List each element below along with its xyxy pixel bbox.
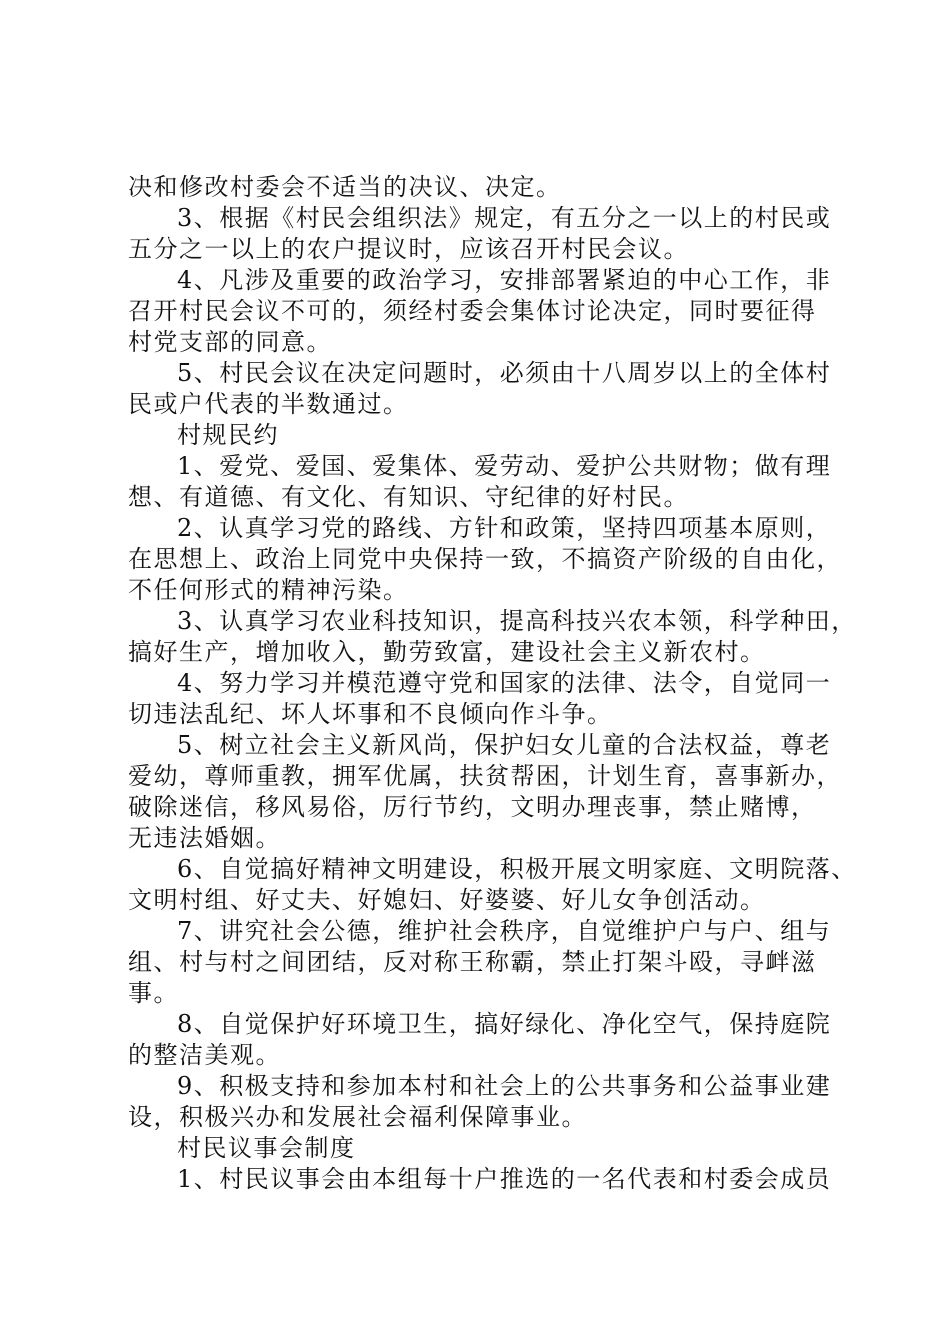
text-line: 6、自觉搞好精神文明建设，积极开展文明家庭、文明院落、 bbox=[177, 855, 857, 883]
text-line: 设，积极兴办和发展社会福利保障事业。 bbox=[128, 1103, 587, 1131]
text-line: 不任何形式的精神污染。 bbox=[128, 576, 409, 604]
text-line: 的整洁美观。 bbox=[128, 1041, 281, 1069]
text-line: 破除迷信，移风易俗，厉行节约，文明办理丧事，禁止赌博， bbox=[128, 793, 817, 821]
text-line: 搞好生产，增加收入，勤劳致富，建设社会主义新农村。 bbox=[128, 638, 766, 666]
text-line: 在思想上、政治上同党中央保持一致，不搞资产阶级的自由化， bbox=[128, 545, 842, 573]
text-line: 5、树立社会主义新风尚，保护妇女儿童的合法权益，尊老 bbox=[177, 731, 832, 759]
text-line: 9、积极支持和参加本村和社会上的公共事务和公益事业建 bbox=[177, 1072, 832, 1100]
text-line: 决和修改村委会不适当的决议、决定。 bbox=[128, 173, 562, 201]
text-line: 召开村民会议不可的，须经村委会集体讨论决定，同时要征得 bbox=[128, 297, 817, 325]
text-line: 1、爱党、爱国、爱集体、爱劳动、爱护公共财物；做有理 bbox=[177, 452, 832, 480]
text-line: 3、认真学习农业科技知识，提高科技兴农本领，科学种田， bbox=[177, 607, 857, 635]
text-line: 村民议事会制度 bbox=[177, 1134, 356, 1162]
text-line: 爱幼，尊师重教，拥军优属，扶贫帮困，计划生育，喜事新办， bbox=[128, 762, 842, 790]
text-line: 村党支部的同意。 bbox=[128, 328, 332, 356]
text-line: 想、有道德、有文化、有知识、守纪律的好村民。 bbox=[128, 483, 689, 511]
text-line: 7、讲究社会公德，维护社会秩序，自觉维护户与户、组与 bbox=[177, 917, 832, 945]
text-line: 组、村与村之间团结，反对称王称霸，禁止打架斗殴，寻衅滋 bbox=[128, 948, 817, 976]
text-line: 3、根据《村民会组织法》规定，有五分之一以上的村民或 bbox=[177, 204, 832, 232]
text-line: 民或户代表的半数通过。 bbox=[128, 390, 409, 418]
text-line: 5、村民会议在决定问题时，必须由十八周岁以上的全体村 bbox=[177, 359, 832, 387]
text-line: 五分之一以上的农户提议时，应该召开村民会议。 bbox=[128, 235, 689, 263]
text-line: 切违法乱纪、坏人坏事和不良倾向作斗争。 bbox=[128, 700, 613, 728]
text-line: 事。 bbox=[128, 979, 179, 1007]
text-line: 1、村民议事会由本组每十户推选的一名代表和村委会成员 bbox=[177, 1165, 832, 1193]
text-line: 4、努力学习并模范遵守党和国家的法律、法令，自觉同一 bbox=[177, 669, 832, 697]
text-line: 村规民约 bbox=[177, 421, 279, 449]
text-line: 8、自觉保护好环境卫生，搞好绿化、净化空气，保持庭院 bbox=[177, 1010, 832, 1038]
text-line: 文明村组、好丈夫、好媳妇、好婆婆、好儿女争创活动。 bbox=[128, 886, 766, 914]
text-line: 4、凡涉及重要的政治学习，安排部署紧迫的中心工作，非 bbox=[177, 266, 832, 294]
text-line: 2、认真学习党的路线、方针和政策，坚持四项基本原则， bbox=[177, 514, 832, 542]
text-line: 无违法婚姻。 bbox=[128, 824, 281, 852]
document-body bbox=[128, 172, 857, 1195]
